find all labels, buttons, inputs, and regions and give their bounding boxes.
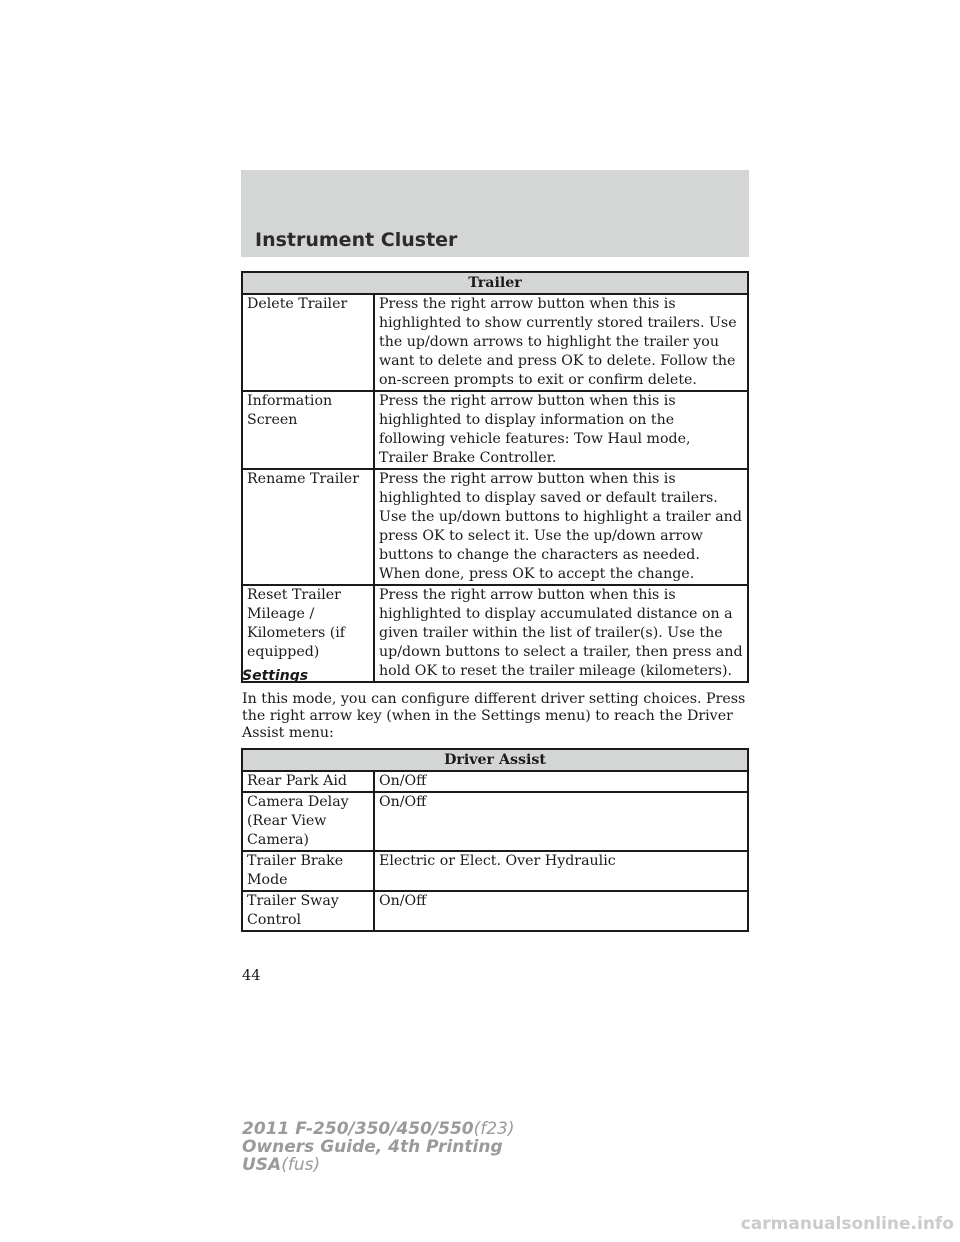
row-value: On/Off — [374, 771, 748, 792]
row-label: Information Screen — [242, 391, 374, 469]
row-label: Reset Trailer Mileage / Kilometers (if equipped) — [242, 585, 374, 682]
footer-line-model — [242, 1120, 515, 1138]
driver-assist-table — [241, 748, 749, 932]
table-row — [242, 891, 748, 931]
row-label: Trailer Brake Mode — [242, 851, 374, 891]
footer-market: USA — [242, 1155, 282, 1175]
table-row — [242, 469, 748, 585]
table-row — [242, 851, 748, 891]
row-description: Press the right arrow button when this is highlighted to display saved or default trailers. Use the up/down buttons to highlight a trailer and press OK to select it. Use the up/down arrow buttons to change the characters as needed. When done, press OK to accept the change. — [374, 469, 748, 585]
row-description: Press the right arrow button when this is highlighted to display information on the following vehicle features: Tow Haul mode, Trailer Brake Controller. — [374, 391, 748, 469]
watermark: carmanualsonline.info — [740, 1214, 954, 1234]
footer-printing: Owners Guide, 4th Printing — [242, 1137, 503, 1157]
section-title: Instrument Cluster — [255, 229, 458, 251]
settings-intro: In this mode, you can configure different driver setting choices. Press the right arrow key (when in the Settings menu) to reach the Driver Assist menu: — [242, 691, 746, 741]
footer-market-code: (fus) — [281, 1155, 321, 1175]
row-label: Trailer Sway Control — [242, 891, 374, 931]
row-value: On/Off — [374, 891, 748, 931]
table-row — [242, 792, 748, 851]
row-label: Rear Park Aid — [242, 771, 374, 792]
row-label: Delete Trailer — [242, 294, 374, 391]
row-description: Press the right arrow button when this is highlighted to display accumulated distance on a given trailer within the list of trailer(s). Use the up/down buttons to select a trailer, then press and hold OK to reset the trailer mileage (kilometers). — [374, 585, 748, 682]
row-label: Rename Trailer — [242, 469, 374, 585]
trailer-table-title: Trailer — [242, 272, 748, 294]
table-row — [242, 585, 748, 682]
page-number: 44 — [242, 968, 261, 984]
footer-model-code: (f23) — [473, 1119, 515, 1139]
table-row — [242, 391, 748, 469]
row-value: Electric or Elect. Over Hydraulic — [374, 851, 748, 891]
driver-assist-table-title: Driver Assist — [242, 749, 748, 771]
section-header-band — [241, 170, 749, 257]
footer-line-market — [242, 1156, 515, 1174]
trailer-table — [241, 271, 749, 683]
row-description: Press the right arrow button when this is highlighted to show currently stored trailers. Use the up/down arrows to highlight the trailer you want to delete and press OK to delete. Follow the on-screen prompts to exit or confirm delete. — [374, 294, 748, 391]
footer-model: 2011 F-250/350/450/550 — [242, 1119, 474, 1139]
table-row — [242, 294, 748, 391]
table-row — [242, 771, 748, 792]
settings-heading: Settings — [242, 668, 309, 684]
row-value: On/Off — [374, 792, 748, 851]
row-label: Camera Delay (Rear View Camera) — [242, 792, 374, 851]
document-footer — [242, 1120, 515, 1174]
